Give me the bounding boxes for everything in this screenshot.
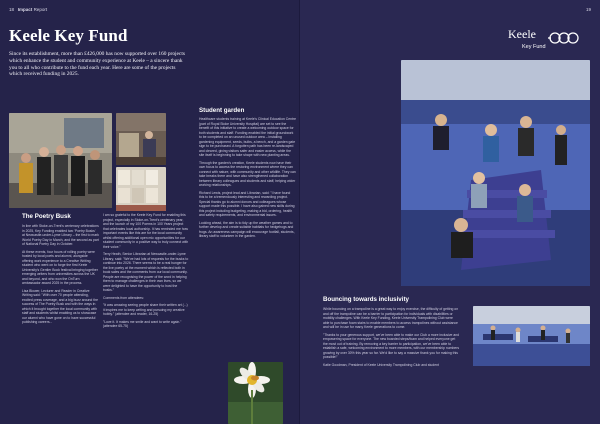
inclusivity-text xyxy=(323,307,460,370)
folio-left xyxy=(9,7,47,12)
paragraph: Comments from attendees: xyxy=(103,295,144,300)
page-number: 18 xyxy=(9,7,15,12)
poetry-busk-column-1 xyxy=(22,224,99,328)
paragraph: In line with Stoke-on-Trent's centenary celebrations in 2025, Key Funding enabled two 'Poetry Busks' at Newcastle-under-Lyme Library – the first to mark World Poetry Day in March, and the second as part of National Poetry Day in October. xyxy=(22,224,99,246)
paragraph: Katie Goodman, President of Keele University Trampolining Club and student xyxy=(323,362,439,367)
paragraph: Terry Heath, Senior Librarian at Newcastle-under-Lyme Library, said: "We've had lots of requests for the busks to continue into 2026. There seems to be a real hunger for the live poetry at the moment which is reflected both in book sales and the comments from our local community. People are recognising the power of the word in helping them to manage challenges in their own lives, so we were delighted to have the opportunity to host the busks." xyxy=(103,252,189,292)
paragraph: Richard Lewis, project lead and Librarian, said: "I have found this to be a tremendously interesting and rewarding project. Special thanks go to alumni donors and colleagues whose support made this possible. I have also gained new skills during this project including budgeting, making a bid, ordering, health and safety requirements, and environmental issues. xyxy=(199,190,295,217)
intro-text: Since its establishment, more than £426,000 has now supported over 160 projects which enhance the student and community experience at Keele – a sincere thank you to all who contribute to the fund each year. Here are some of the projects which received funding in 2025. xyxy=(9,51,185,78)
logo-text-key-fund: Key Fund xyxy=(522,44,546,50)
poetry-busk-column-2 xyxy=(103,213,189,332)
paragraph: "Thanks to your generous support, we've been able to make our Club a more inclusive and empowering space for everyone. The new boarded steps/foam and helped everyone get the most out of training. By removing a key barrier to participation, we've been able to establish a safe, welcoming environment to more members, with our membership numbers growing by over 30% this year so far. We'd like to say a massive thank you for making this possible!" xyxy=(323,332,460,359)
inclusivity-heading: Bouncing towards inclusivity xyxy=(323,296,409,303)
poetry-busk-library-photo xyxy=(116,113,166,165)
poetry-busk-heading: The Poetry Busk xyxy=(22,213,71,220)
keele-key-fund-logo xyxy=(508,26,580,52)
poetry-busk-display-photo xyxy=(116,167,166,211)
page-title: Keele Key Fund xyxy=(9,26,128,45)
paragraph: At these events, four hours of rolling poetry were hosted by local poets and alumni, alongside offering work experience to a Creative Writing student who went on to forge the first Keele University's Gentler Book festival bringing together emerging writers from universities across the UK and beyond, and who won the OnTurn ambassador award 2025 in the process. xyxy=(22,249,98,285)
folio-right: 19 xyxy=(585,7,591,12)
poetry-busk-group-photo xyxy=(9,113,112,208)
paragraph: While bouncing on a trampoline is a great way to enjoy exercise, the difficulty of getting on and off the trampoline can be a barrier to participation for individuals with disabilities or mobility challenges. With Keele Key Funding, Keele University Trampolining Club were able to purchase foam stairs to enable members to access trampolines without assistance and will be in use for many Keele generations to come. xyxy=(323,307,459,329)
paragraph: Looking ahead, the aim is to tidy up the weather games and to further develop and create suitable habitats for hedgehogs and frogs. An awareness campaign will encourage footfall, students, library staff to volunteer in the garden. xyxy=(199,220,295,238)
right-page xyxy=(199,0,600,424)
student-garden-heading: Student garden xyxy=(199,107,245,114)
paragraph: Healthcare students training at Keele's Clinical Education Centre (part of Royal Stoke University Hospital) are set to see the benefit of this initiative to create a welcoming outdoor space for both students and staff. Funding enabled the initial groundwork to be completed on an unused outdoor area – installing gardening equipment, seeds, bulbs, a bench, and a garden gate sign to be purchased. A forgotten path has been re-landscaped and cleared, giving visitors safer and easier access, while the site itself is beginning to take shape with new planting areas. xyxy=(199,117,296,157)
student-garden-text xyxy=(199,117,296,242)
paragraph: Through the garden's creation, Keele students now have their own focus to access the restoring environment where they can connect with nature, with community and other wildlife. They can take breaks there and have also strengthened collaboration between library colleagues and students and staff, helping wider working relationships. xyxy=(199,160,296,187)
trampolining-gym-photo xyxy=(473,306,590,366)
paragraph: I am so grateful to the Keele Key Fund for enabling this project, especially in Stoke-on-Trent's centenary year, and the launch of my 100 Poems in 100 Years project that celebrates local authorship. It has reminded me how important events like this are for the local community whilst offering additional open mic opportunities for our student community in a positive way to truly connect with their voice." xyxy=(103,213,189,249)
paragraph: "Love it. It makes me smile and want to write again." (attendee 65-75) xyxy=(103,319,182,328)
section-name: Impact xyxy=(17,7,33,12)
section-label: Report xyxy=(33,7,48,12)
logo-text-keele: Keele xyxy=(508,27,536,41)
garden-flower-photo xyxy=(228,362,283,424)
paragraph: Lisa Blower, Lecturer and Reader in Creative Writing said: "With over 70 people attending, excited press coverage, and a big buzz around the success of The Poetry Busk and with the ways in which it brought together the local community with staff and students whilst enabling us to showcase our alumni who have gone on to have successful publishing careers... xyxy=(22,288,98,324)
paragraph: "It was amazing seeing people share their written art (...) it inspires me to keep writing and pursuing my creative hobby." (attendee and reader, 16-25) xyxy=(103,303,188,316)
trampolining-club-photo xyxy=(401,60,590,286)
